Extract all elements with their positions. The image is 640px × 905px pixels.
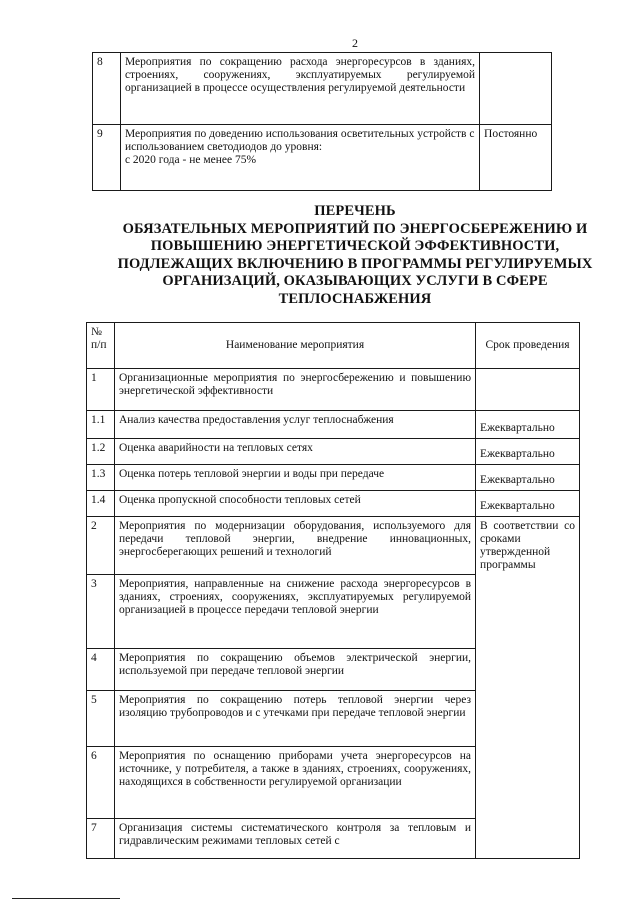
table-row (93, 53, 552, 125)
measure-text: Мероприятия по модернизации оборудования, используемого для передачи тепловой энергии, внедрение инновационных, энергосберегающих решений и технологий (114, 517, 475, 575)
measure-text: Мероприятия по оснащению приборами учета энергоресурсов на источнике, у потребителя, а также в зданиях, строениях, сооружениях, находящихся в собственности регулируемой организации (114, 747, 475, 819)
list-heading (0, 203, 640, 308)
row-number: 5 (87, 691, 115, 747)
table-row (87, 411, 580, 439)
footnote-divider (12, 898, 120, 899)
previous-measures-table (92, 52, 552, 191)
period-cell: Ежеквартально (476, 411, 580, 439)
table-row (87, 517, 580, 575)
measure-text: Оценка аварийности на тепловых сетях (114, 439, 475, 465)
measure-text: Мероприятия по сокращению объемов электрической энергии, используемой при передаче тепловой энергии (114, 649, 475, 691)
heading-line: ПОВЫШЕНИЮ ЭНЕРГЕТИЧЕСКОЙ ЭФФЕКТИВНОСТИ, (150, 238, 560, 254)
table-row (93, 125, 552, 191)
heading-line: ПЕРЕЧЕНЬ (314, 203, 396, 219)
period-cell: Ежеквартально (476, 465, 580, 491)
measure-text: Организационные мероприятия по энергосбережению и повышению энергетической эффективности (114, 369, 475, 411)
column-header-name: Наименование мероприятия (114, 323, 475, 369)
table-row (87, 491, 580, 517)
heading-line: ОБЯЗАТЕЛЬНЫХ МЕРОПРИЯТИЙ ПО ЭНЕРГОСБЕРЕЖЕНИЮ И (122, 220, 588, 237)
column-header-number: № п/п (87, 323, 115, 369)
period-cell: Постоянно (480, 125, 552, 191)
heading-line: ОРГАНИЗАЦИЙ, ОКАЗЫВАЮЩИХ УСЛУГИ В СФЕРЕ (162, 273, 548, 289)
mandatory-measures-table (86, 322, 580, 859)
row-number: 3 (87, 575, 115, 649)
merged-period-cell: В соответствии со сроками утвержденной программы (476, 517, 580, 859)
column-header-period: Срок проведения (476, 323, 580, 369)
measure-text: Мероприятия по доведению использования осветительных устройств с использованием светодиодов до уровня: (124, 128, 475, 153)
row-number: 9 (93, 125, 121, 191)
row-number: 6 (87, 747, 115, 819)
period-cell (476, 369, 580, 411)
period-cell: Ежеквартально (476, 491, 580, 517)
row-number: 1.1 (87, 411, 115, 439)
heading-line: ПОДЛЕЖАЩИХ ВКЛЮЧЕНИЮ В ПРОГРАММЫ РЕГУЛИРУЕМЫХ (117, 255, 593, 272)
measure-text: Мероприятия по сокращению потерь тепловой энергии через изоляцию трубопроводов и с утечками при передаче тепловой энергии (114, 691, 475, 747)
row-number: 7 (87, 819, 115, 859)
row-number: 1.2 (87, 439, 115, 465)
row-number: 1 (87, 369, 115, 411)
row-number: 8 (93, 53, 121, 125)
table-row (87, 439, 580, 465)
period-cell (480, 53, 552, 125)
measure-text: Оценка потерь тепловой энергии и воды при передаче (114, 465, 475, 491)
measure-text: Организация системы систематического контроля за тепловым и гидравлическим режимами тепловых сетей с (114, 819, 475, 859)
period-cell: Ежеквартально (476, 439, 580, 465)
row-number: 2 (87, 517, 115, 575)
row-number: 1.3 (87, 465, 115, 491)
table-row (87, 465, 580, 491)
row-number: 1.4 (87, 491, 115, 517)
heading-line: ТЕПЛОСНАБЖЕНИЯ (278, 290, 432, 307)
measure-text-cell (120, 125, 479, 191)
table-row (87, 369, 580, 411)
row-number: 4 (87, 649, 115, 691)
measure-text: Оценка пропускной способности тепловых сетей (114, 491, 475, 517)
measure-text: Мероприятия по сокращению расхода энергоресурсов в зданиях, строениях, сооружениях, эксплуатируемых регулируемой организацией в процессе осуществления регулируемой деятельности (120, 53, 479, 125)
measure-subtext: с 2020 года - не менее 75% (124, 154, 257, 166)
page-number: 2 (352, 36, 358, 50)
table-header-row (87, 323, 580, 369)
measure-text: Анализ качества предоставления услуг теплоснабжения (114, 411, 475, 439)
measure-text: Мероприятия, направленные на снижение расхода энергоресурсов в зданиях, строениях, сооружениях, эксплуатируемых регулируемой организацией в процессе передачи тепловой энергии (114, 575, 475, 649)
